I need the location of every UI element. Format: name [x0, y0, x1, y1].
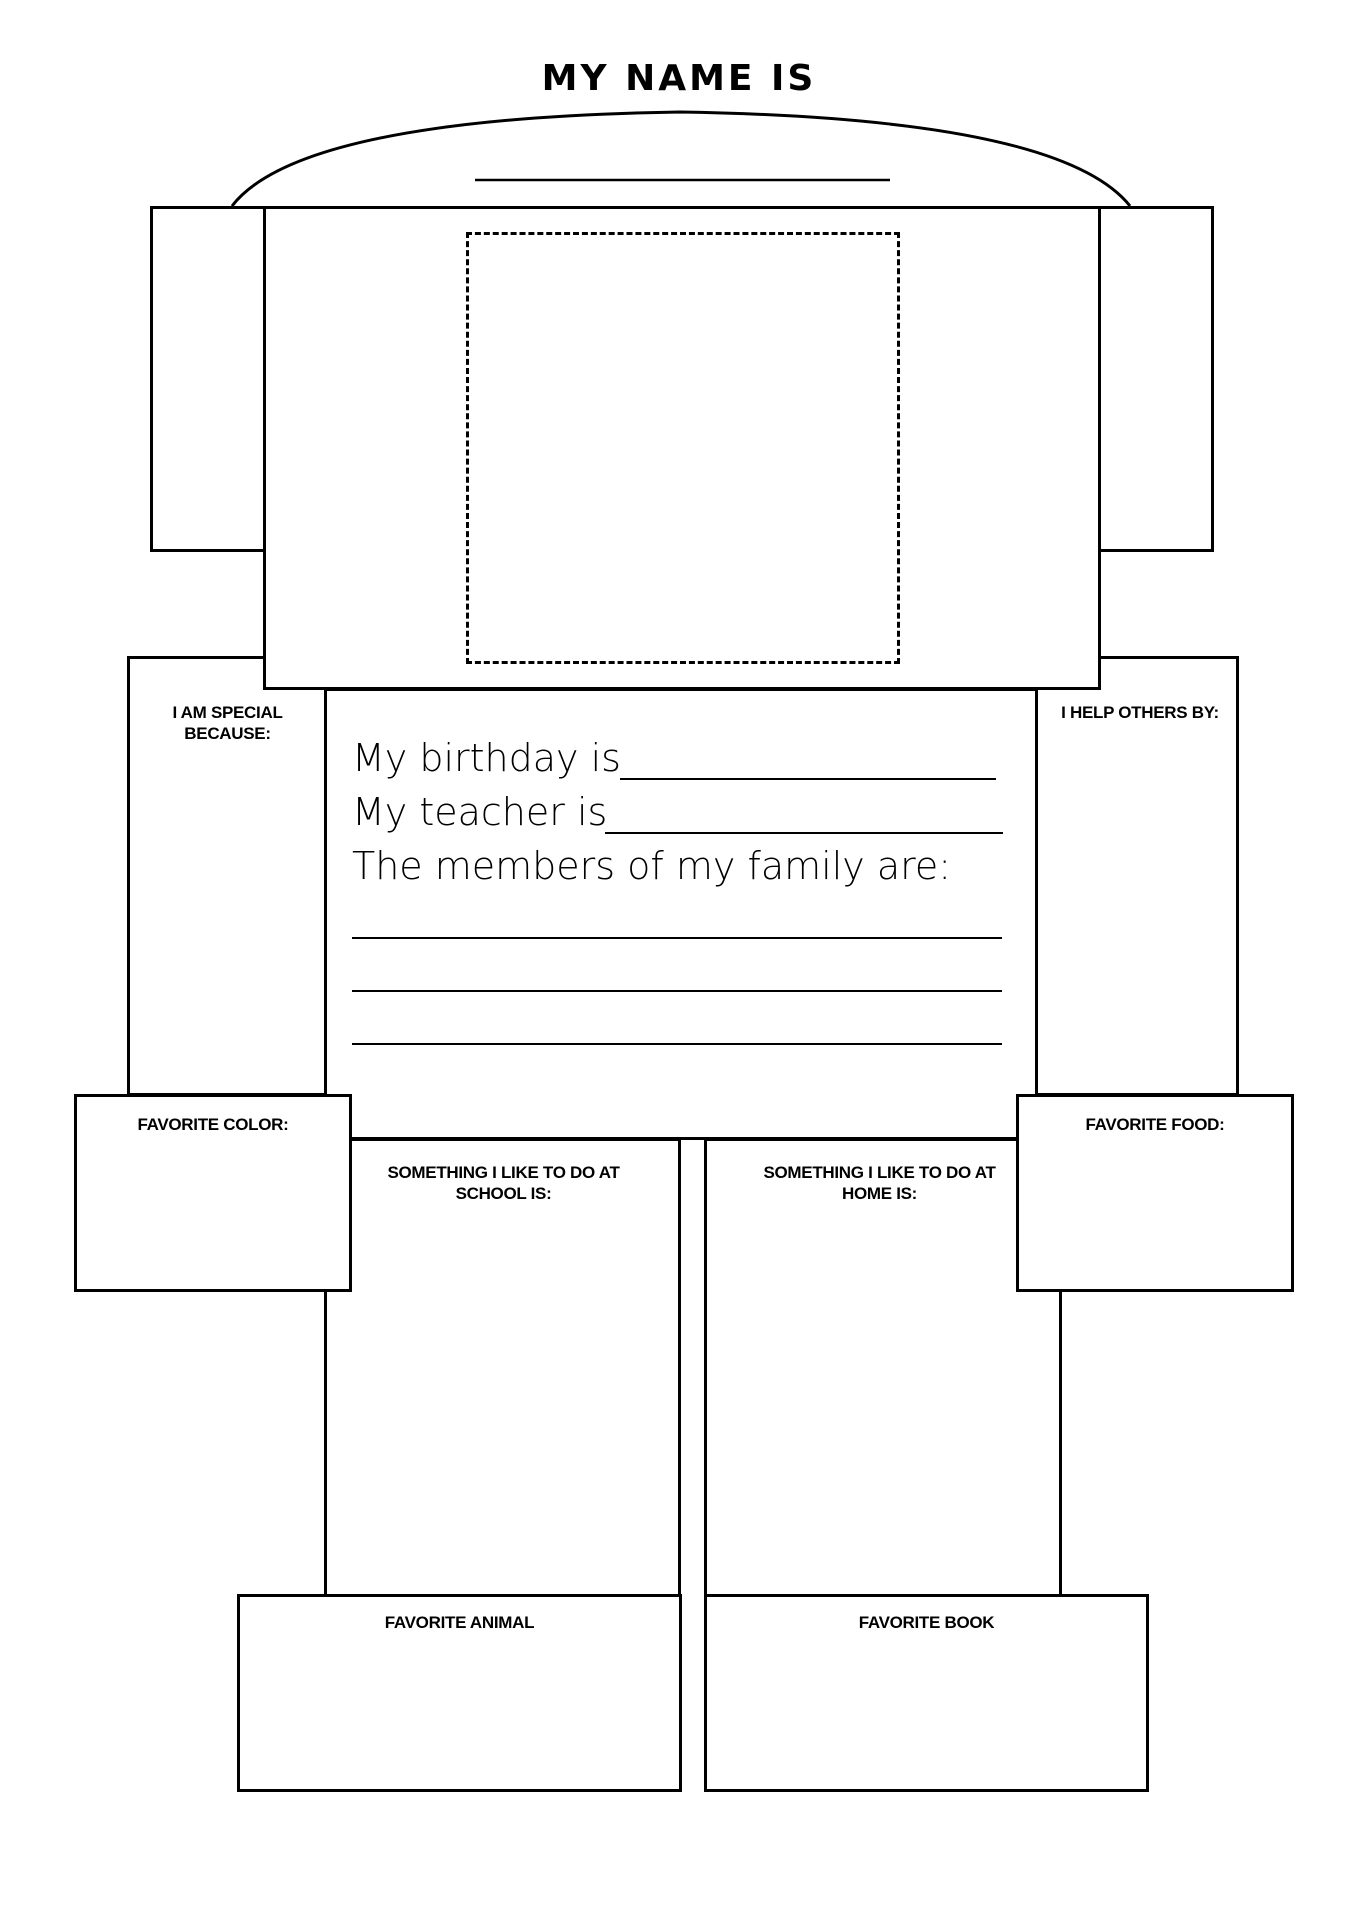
favorite-animal-label: FAVORITE ANIMAL	[384, 1613, 535, 1632]
birthday-prompt: My birthday is	[352, 736, 621, 780]
family-write-line-1[interactable]	[352, 937, 1002, 939]
family-prompt: The members of my family are:	[352, 844, 952, 888]
teacher-write-line[interactable]	[605, 832, 1003, 834]
head-right-panel	[1090, 206, 1214, 552]
i-help-others-label: I HELP OTHERS BY:	[1061, 703, 1219, 722]
favorite-book-label: FAVORITE BOOK	[858, 1613, 995, 1632]
home-activity-label: SOMETHING I LIKE TO DO AT HOME IS:	[763, 1163, 996, 1203]
head-left-panel	[150, 206, 270, 552]
school-activity-label: SOMETHING I LIKE TO DO AT SCHOOL IS:	[387, 1163, 620, 1203]
teacher-prompt: My teacher is	[352, 790, 608, 834]
head-arc	[232, 112, 1130, 206]
page-title: MY NAME IS	[541, 58, 817, 99]
photo-frame[interactable]	[466, 232, 900, 664]
birthday-write-line[interactable]	[620, 778, 996, 780]
family-write-line-3[interactable]	[352, 1043, 1002, 1045]
favorite-color-label: FAVORITE COLOR:	[137, 1115, 289, 1134]
i-am-special-label: I AM SPECIAL BECAUSE:	[172, 703, 283, 743]
family-write-line-2[interactable]	[352, 990, 1002, 992]
favorite-food-label: FAVORITE FOOD:	[1085, 1115, 1225, 1134]
